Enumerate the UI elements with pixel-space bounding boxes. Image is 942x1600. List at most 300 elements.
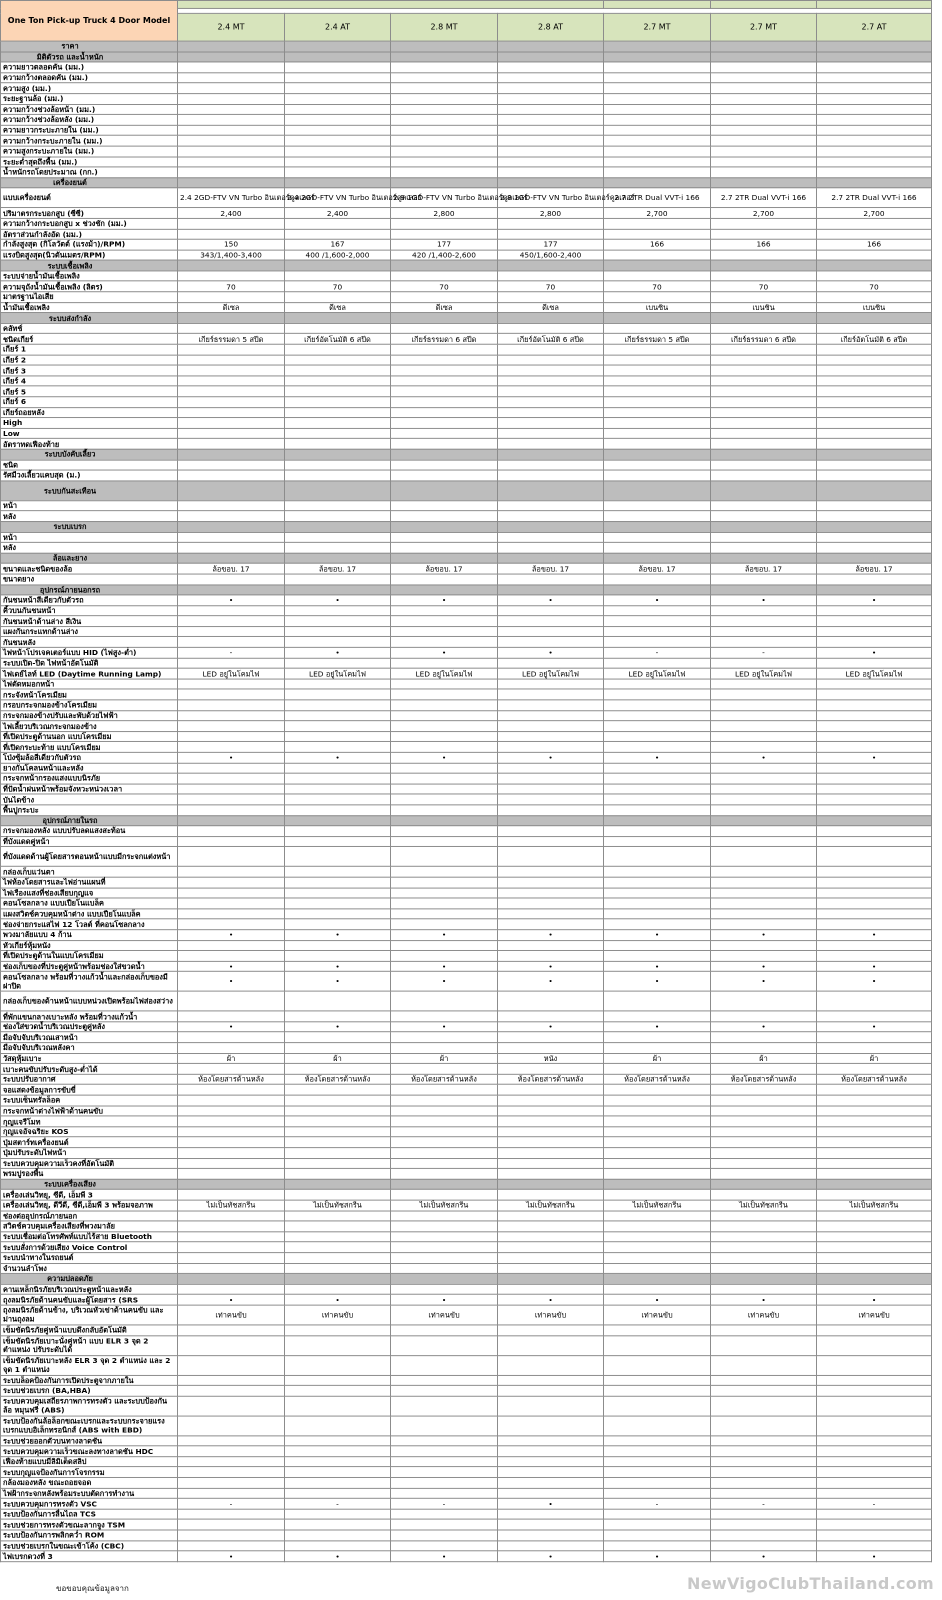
- spec-row: [1, 1488, 932, 1498]
- spec-value: [391, 605, 498, 615]
- spec-value: [604, 1457, 711, 1467]
- spec-value: [817, 125, 932, 135]
- spec-value: [391, 1148, 498, 1158]
- spec-value: [711, 355, 817, 365]
- spec-value: [711, 658, 817, 668]
- spec-value: [711, 1385, 817, 1395]
- spec-value: •: [391, 595, 498, 605]
- spec-value: -: [604, 1499, 711, 1509]
- spec-value: เกียร์ธรรมดา 5 สปีด: [178, 334, 285, 344]
- spec-value: [604, 1169, 711, 1179]
- spec-label: รัศมีวงเลี้ยวแคบสุด (ม.): [1, 470, 178, 480]
- spec-value: [178, 731, 285, 741]
- spec-label: ปุ่มปรับระดับไฟหน้า: [1, 1148, 178, 1158]
- spec-value: [285, 1416, 391, 1436]
- spec-value: [604, 1436, 711, 1446]
- spec-value: [711, 784, 817, 794]
- spec-value: [391, 365, 498, 375]
- spec-label: ที่บังแดดด้านผู้โดยสารตอนหน้าแบบมีกระจกแต่งหน้า: [1, 847, 178, 867]
- spec-label: ปุ่มสตาร์ทเครื่องยนต์: [1, 1137, 178, 1147]
- spec-value: [391, 218, 498, 228]
- spec-value: [285, 1242, 391, 1252]
- spec-value: [604, 1396, 711, 1416]
- spec-value: [285, 1457, 391, 1467]
- spec-value: [285, 689, 391, 699]
- spec-value: [178, 898, 285, 908]
- spec-label: ขนาดและชนิดของล้อ: [1, 563, 178, 573]
- spec-value: [498, 407, 604, 417]
- spec-row: [1, 428, 932, 438]
- spec-value: [498, 731, 604, 741]
- spec-value: [711, 1416, 817, 1436]
- spec-value: [178, 532, 285, 542]
- spec-value: 2,400: [178, 208, 285, 218]
- spec-value: [711, 1335, 817, 1355]
- spec-value: [498, 41, 604, 51]
- spec-value: [391, 470, 498, 480]
- spec-value: [817, 1263, 932, 1273]
- spec-value: [391, 919, 498, 929]
- spec-value: [604, 773, 711, 783]
- spec-value: [604, 439, 711, 449]
- spec-value: เท่าคนขับ: [391, 1305, 498, 1325]
- spec-value: [711, 481, 817, 501]
- spec-value: [178, 826, 285, 836]
- spec-label: คลัทช์: [1, 323, 178, 333]
- spec-value: [604, 1043, 711, 1053]
- spec-value: [178, 1375, 285, 1385]
- spec-value: เท่าคนขับ: [285, 1305, 391, 1325]
- spec-value: [391, 1436, 498, 1446]
- spec-value: ดีเซล: [285, 302, 391, 312]
- spec-value: [498, 481, 604, 501]
- spec-value: [604, 41, 711, 51]
- spec-value: •: [391, 1022, 498, 1032]
- spec-value: [817, 323, 932, 333]
- spec-row: [1, 1211, 932, 1221]
- spec-row: [1, 1478, 932, 1488]
- spec-value: •: [178, 1551, 285, 1561]
- spec-value: เกียร์ธรรมดา 5 สปีด: [604, 334, 711, 344]
- spec-value: [178, 1253, 285, 1263]
- spec-value: [711, 407, 817, 417]
- spec-value: [498, 1211, 604, 1221]
- spec-value: [817, 260, 932, 270]
- spec-value: 2,700: [817, 208, 932, 218]
- spec-value: [178, 991, 285, 1011]
- spec-value: [498, 1232, 604, 1242]
- spec-value: [711, 909, 817, 919]
- spec-label: หลัง: [1, 542, 178, 552]
- spec-value: [604, 418, 711, 428]
- spec-label: ไฟเบรกดวงที่ 3: [1, 1551, 178, 1561]
- spec-value: [391, 1396, 498, 1416]
- spec-value: [178, 721, 285, 731]
- spec-row: [1, 365, 932, 375]
- spec-value: [817, 773, 932, 783]
- spec-value: [498, 710, 604, 720]
- spec-label: เกียร์ 3: [1, 365, 178, 375]
- spec-value: •: [498, 1551, 604, 1561]
- spec-value: [178, 62, 285, 72]
- spec-value: [711, 1148, 817, 1158]
- spec-value: [285, 721, 391, 731]
- spec-value: [285, 826, 391, 836]
- spec-label: เบาะคนขับปรับระดับสูง-ต่ำได้: [1, 1064, 178, 1074]
- spec-value: ล้อขอบ. 17: [391, 563, 498, 573]
- spec-label: กระจกมองหลัง แบบปรับลดแสงสะท้อน: [1, 826, 178, 836]
- spec-value: [178, 218, 285, 228]
- spec-label: ระบบสั่งการด้วยเสียง Voice Control: [1, 1242, 178, 1252]
- spec-value: [391, 52, 498, 62]
- spec-label: ที่พักแขนกลางเบาะหลัง พร้อมที่วางแก้วน้ำ: [1, 1011, 178, 1021]
- spec-value: [711, 626, 817, 636]
- spec-value: [604, 574, 711, 584]
- section-header-row: [1, 1274, 932, 1284]
- spec-value: [604, 1385, 711, 1395]
- spec-value: [604, 157, 711, 167]
- spec-row: [1, 826, 932, 836]
- spec-value: [498, 836, 604, 846]
- spec-value: [498, 826, 604, 836]
- spec-value: [817, 689, 932, 699]
- site-watermark: NewVigoClubThailand.com: [687, 1574, 934, 1593]
- spec-label: ระบบกุญแจป้องกันการโจรกรรม: [1, 1467, 178, 1477]
- spec-row: [1, 658, 932, 668]
- spec-value: [711, 178, 817, 188]
- spec-value: [498, 470, 604, 480]
- spec-value: [498, 1446, 604, 1456]
- spec-value: [178, 229, 285, 239]
- spec-value: •: [711, 961, 817, 971]
- spec-value: [711, 815, 817, 825]
- spec-value: [498, 542, 604, 552]
- spec-value: [498, 1385, 604, 1395]
- spec-value: [391, 418, 498, 428]
- spec-label: ชนิดเกียร์: [1, 334, 178, 344]
- section-title: ระบบส่งกำลัง: [1, 313, 178, 323]
- spec-label: แผงกันกระแทกด้านล่าง: [1, 626, 178, 636]
- spec-value: [285, 167, 391, 177]
- spec-value: [178, 292, 285, 302]
- spec-value: [391, 1325, 498, 1335]
- spec-value: [285, 1375, 391, 1385]
- spec-value: ไม่เป็นทัชสกรีน: [178, 1200, 285, 1210]
- spec-value: -: [817, 1499, 932, 1509]
- spec-label: กระจังหน้าโครเมียม: [1, 689, 178, 699]
- spec-row: [1, 605, 932, 615]
- spec-value: 166: [817, 239, 932, 249]
- spec-label: ระบบช่วยเบรกในขณะเข้าโค้ง (CBC): [1, 1541, 178, 1551]
- spec-label: ช่องใส่ขวดน้ำบริเวณประตูคู่หลัง: [1, 1022, 178, 1032]
- spec-value: [817, 292, 932, 302]
- spec-value: [391, 1116, 498, 1126]
- spec-value: [178, 167, 285, 177]
- spec-value: [498, 1221, 604, 1231]
- spec-value: [604, 1335, 711, 1355]
- spec-value: [604, 542, 711, 552]
- spec-value: [604, 1263, 711, 1273]
- spec-value: [498, 136, 604, 146]
- spec-value: [711, 867, 817, 877]
- spec-value: [817, 909, 932, 919]
- spec-value: [711, 1116, 817, 1126]
- spec-value: [498, 1541, 604, 1551]
- spec-value: [498, 867, 604, 877]
- spec-value: [285, 511, 391, 521]
- spec-value: [817, 1396, 932, 1416]
- spec-value: [604, 847, 711, 867]
- spec-value: [285, 1095, 391, 1105]
- spec-value: [285, 951, 391, 961]
- spec-value: •: [711, 1295, 817, 1305]
- spec-label: ระยะต่ำสุดถึงพื้น (มม.): [1, 157, 178, 167]
- spec-value: [711, 218, 817, 228]
- spec-value: [711, 1325, 817, 1335]
- spec-value: [498, 1488, 604, 1498]
- spec-value: [817, 784, 932, 794]
- spec-row: [1, 532, 932, 542]
- spec-value: [178, 1436, 285, 1446]
- spec-value: •: [498, 1022, 604, 1032]
- spec-value: [604, 501, 711, 511]
- spec-value: [817, 584, 932, 594]
- spec-row: [1, 1385, 932, 1395]
- spec-value: •: [285, 1551, 391, 1561]
- spec-value: [391, 376, 498, 386]
- spec-value: [498, 700, 604, 710]
- spec-value: [604, 178, 711, 188]
- spec-row: [1, 1530, 932, 1540]
- spec-value: [817, 1335, 932, 1355]
- spec-value: [178, 877, 285, 887]
- spec-value: [498, 605, 604, 615]
- spec-value: [817, 637, 932, 647]
- spec-row: [1, 626, 932, 636]
- spec-value: [817, 1355, 932, 1375]
- spec-value: [604, 62, 711, 72]
- spec-value: [817, 460, 932, 470]
- spec-row: [1, 407, 932, 417]
- spec-value: [391, 951, 498, 961]
- spec-value: [285, 365, 391, 375]
- spec-value: [711, 1467, 817, 1477]
- spec-value: [498, 1137, 604, 1147]
- spec-value: [711, 1158, 817, 1168]
- spec-value: [285, 805, 391, 815]
- spec-value: [178, 1242, 285, 1252]
- spec-value: [817, 1127, 932, 1137]
- spec-value: [498, 1011, 604, 1021]
- spec-value: [498, 1396, 604, 1416]
- spec-value: [817, 1106, 932, 1116]
- spec-value: -: [604, 647, 711, 657]
- header-band-c: [817, 0, 932, 8]
- spec-value: [817, 1011, 932, 1021]
- spec-value: •: [711, 972, 817, 992]
- spec-value: ไม่เป็นทัชสกรีน: [391, 1200, 498, 1210]
- spec-value: •: [285, 930, 391, 940]
- spec-value: •: [178, 972, 285, 992]
- spec-value: [604, 1158, 711, 1168]
- spec-value: •: [285, 595, 391, 605]
- spec-value: [391, 292, 498, 302]
- spec-value: [391, 511, 498, 521]
- spec-value: [178, 1488, 285, 1498]
- spec-value: •: [817, 595, 932, 605]
- spec-value: [604, 365, 711, 375]
- spec-label: ระบบควบคุมความเร็วคงที่อัตโนมัติ: [1, 1158, 178, 1168]
- spec-label: อัตราส่วนกำลังอัด (มม.): [1, 229, 178, 239]
- spec-value: [604, 605, 711, 615]
- spec-row: [1, 637, 932, 647]
- spec-value: [285, 1335, 391, 1355]
- spec-value: [817, 178, 932, 188]
- spec-value: •: [391, 1295, 498, 1305]
- spec-label: เครื่องเล่นวิทยุ, ซีดี, เอ็มพี 3: [1, 1190, 178, 1200]
- spec-value: [285, 428, 391, 438]
- spec-value: [817, 763, 932, 773]
- spec-value: [285, 1355, 391, 1375]
- spec-value: [817, 167, 932, 177]
- spec-value: [178, 344, 285, 354]
- spec-value: [817, 501, 932, 511]
- spec-value: [391, 83, 498, 93]
- spec-row: [1, 1499, 932, 1509]
- spec-label: ระบบป้องกันการพลิกคว่ำ ROM: [1, 1530, 178, 1540]
- spec-value: [498, 1467, 604, 1477]
- spec-value: [604, 1064, 711, 1074]
- spec-value: [285, 1158, 391, 1168]
- section-title: ล้อและยาง: [1, 553, 178, 563]
- spec-value: [817, 919, 932, 929]
- spec-label: แรงบิดสูงสุด(นิวตันเมตร/RPM): [1, 250, 178, 260]
- spec-label: พรมปูรองพื้น: [1, 1169, 178, 1179]
- spec-value: [498, 763, 604, 773]
- spec-value: 2.7 2TR Dual VVT-i 166: [604, 188, 711, 208]
- spec-value: [178, 73, 285, 83]
- spec-row: [1, 271, 932, 281]
- spec-label: ถุงลมนิรภัยด้านคนขับและผู้โดยสาร (SRS: [1, 1295, 178, 1305]
- spec-value: [711, 1032, 817, 1042]
- spec-value: [391, 1509, 498, 1519]
- spec-value: [817, 250, 932, 260]
- spec-value: [817, 1416, 932, 1436]
- spec-value: [285, 1263, 391, 1273]
- spec-value: [604, 1520, 711, 1530]
- spec-value: [391, 742, 498, 752]
- spec-value: [391, 167, 498, 177]
- spec-value: [817, 1158, 932, 1168]
- spec-row: [1, 1095, 932, 1105]
- spec-value: [285, 1106, 391, 1116]
- spec-value: [817, 877, 932, 887]
- spec-row: [1, 146, 932, 156]
- spec-value: [817, 867, 932, 877]
- spec-value: [391, 731, 498, 741]
- spec-value: •: [391, 647, 498, 657]
- spec-value: [391, 1221, 498, 1231]
- spec-value: [604, 742, 711, 752]
- spec-value: ห้องโดยสารด้านหลัง: [498, 1074, 604, 1084]
- spec-row: [1, 668, 932, 678]
- spec-value: [178, 1095, 285, 1105]
- spec-label: ระบบควบคุมการทรงตัว VSC: [1, 1499, 178, 1509]
- spec-label: มือจับจับบริเวณหลังคา: [1, 1043, 178, 1053]
- spec-row: [1, 710, 932, 720]
- spec-value: [285, 1221, 391, 1231]
- spec-value: [711, 1064, 817, 1074]
- spec-value: [178, 1385, 285, 1395]
- spec-value: [817, 1520, 932, 1530]
- spec-value: [178, 805, 285, 815]
- spec-value: [498, 805, 604, 815]
- spec-row: [1, 909, 932, 919]
- spec-value: [285, 794, 391, 804]
- spec-value: ผ้า: [178, 1053, 285, 1063]
- spec-value: •: [285, 961, 391, 971]
- spec-label: เข็มขัดนิรภัยเบาะนั่งคู่หน้า แบบ ELR 3 จุด 2 ตำแหน่ง ปรับระดับได้: [1, 1335, 178, 1355]
- spec-value: [498, 815, 604, 825]
- spec-label: ระบบจ่ายน้ำมันเชื้อเพลิง: [1, 271, 178, 281]
- spec-value: [817, 1043, 932, 1053]
- spec-value: เบนซิน: [711, 302, 817, 312]
- spec-value: [178, 1541, 285, 1551]
- spec-value: [817, 407, 932, 417]
- spec-value: [817, 721, 932, 731]
- spec-value: [498, 898, 604, 908]
- spec-label: เฟืองท้ายแบบมีลิมิเต็ดสลิป: [1, 1457, 178, 1467]
- spec-value: [285, 1253, 391, 1263]
- section-header-row: [1, 41, 932, 51]
- section-header-row: [1, 449, 932, 459]
- spec-value: [604, 521, 711, 531]
- section-header-row: [1, 815, 932, 825]
- spec-value: •: [604, 972, 711, 992]
- spec-value: ห้องโดยสารด้านหลัง: [817, 1074, 932, 1084]
- spec-value: •: [817, 930, 932, 940]
- spec-value: [604, 731, 711, 741]
- spec-value: 2,700: [604, 208, 711, 218]
- spec-row: [1, 1541, 932, 1551]
- spec-value: [285, 1530, 391, 1540]
- spec-value: [604, 836, 711, 846]
- spec-value: [285, 1541, 391, 1551]
- spec-value: [817, 794, 932, 804]
- spec-value: [817, 1148, 932, 1158]
- spec-value: [285, 847, 391, 867]
- spec-value: [285, 1116, 391, 1126]
- header-band-a: [604, 0, 711, 8]
- spec-row: [1, 961, 932, 971]
- section-header-row: [1, 584, 932, 594]
- spec-value: [178, 1520, 285, 1530]
- spec-label: อัตราทดเฟืองท้าย: [1, 439, 178, 449]
- spec-value: •: [604, 1295, 711, 1305]
- spec-value: [711, 1488, 817, 1498]
- spec-value: [711, 940, 817, 950]
- spec-row: [1, 898, 932, 908]
- spec-value: [604, 616, 711, 626]
- spec-value: •: [604, 930, 711, 940]
- spec-value: [604, 250, 711, 260]
- spec-value: [604, 1375, 711, 1385]
- spec-value: [711, 836, 817, 846]
- spec-value: 2.8 1GD-FTV VN Turbo อินเตอร์คูลเลอร์: [391, 188, 498, 208]
- spec-value: [285, 1127, 391, 1137]
- spec-label: เกียร์ 6: [1, 397, 178, 407]
- spec-value: [178, 1221, 285, 1231]
